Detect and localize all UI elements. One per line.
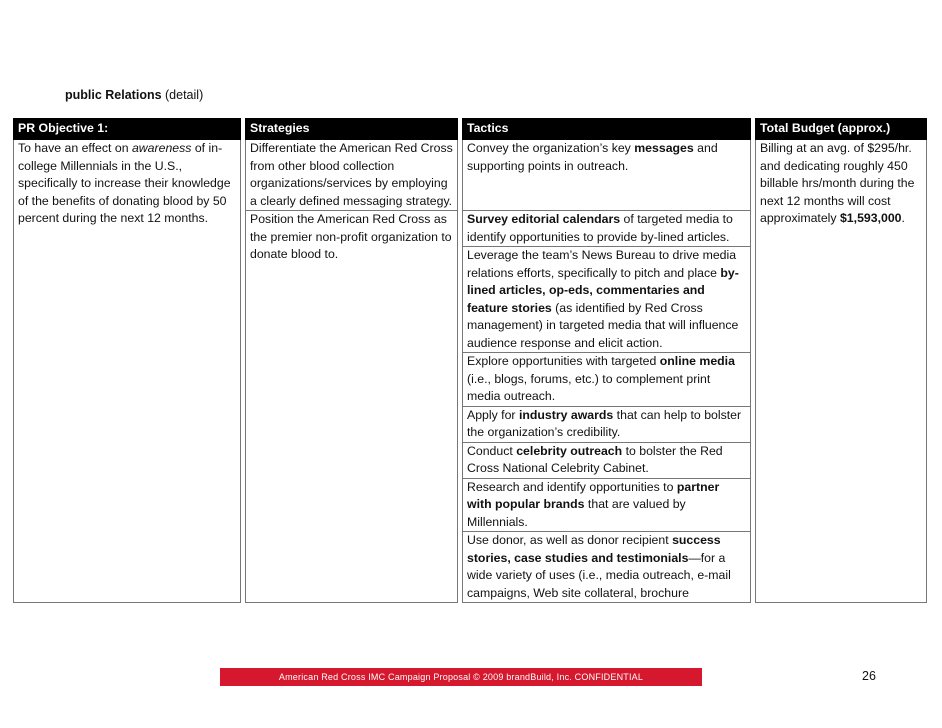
tactic-cell: Apply for industry awards that can help to bolster the organization’s credibility. [463, 406, 751, 442]
tactic-cell: Research and identify opportunities to partner with popular brands that are valued by Millennials. [463, 478, 751, 532]
tactic-cell: Leverage the team’s News Bureau to drive media relations efforts, specifically to pitch and place by-lined articles, op-eds, commentaries and feature stories (as identified by Red Cross management) in targeted media that will influence audience response and elicit action. [463, 247, 751, 353]
section-heading [65, 88, 203, 102]
budget-amount: $1,593,000 [839, 211, 902, 225]
heading-bold: public Relations [65, 88, 162, 102]
header-budget: Total Budget (approx.) [756, 119, 927, 140]
strategy-cell: Differentiate the American Red Cross from other blood collection organizations/services by employing a clearly defined messaging strategy. [246, 140, 458, 211]
objective-cell: To have an effect on awareness of in-college Millennials in the U.S., specifically to increase their knowledge of the benefits of donating blood by 50 percent during the next 12 months. [14, 140, 241, 603]
header-objective: PR Objective 1: [14, 119, 241, 140]
tactic-cell: Convey the organization’s key messages and supporting points in outreach. [463, 140, 751, 211]
tactic-cell: Conduct celebrity outreach to bolster the Red Cross National Celebrity Cabinet. [463, 442, 751, 478]
header-tactics: Tactics [463, 119, 751, 140]
budget-cell: Billing at an avg. of $295/hr. and dedicating roughly 450 billable hrs/month during the next 12 months will cost approximately $1,593,000. [756, 140, 927, 603]
tactic-cell: Explore opportunities with targeted online media (i.e., blogs, forums, etc.) to complement print media outreach. [463, 353, 751, 407]
footer-confidential-bar [220, 668, 702, 686]
table-header-row [14, 119, 927, 140]
strategy-cell: Position the American Red Cross as the premier non-profit organization to donate blood to. [246, 211, 458, 603]
pr-objective-table [13, 118, 927, 603]
tactic-cell: Survey editorial calendars of targeted media to identify opportunities to provide by-lined articles. [463, 211, 751, 247]
header-strategies: Strategies [246, 119, 458, 140]
footer-text: American Red Cross IMC Campaign Proposal © 2009 brandBuild, Inc. CONFIDENTIAL [278, 672, 644, 682]
page-number: 26 [862, 669, 876, 683]
heading-rest: (detail) [161, 88, 204, 102]
tactic-cell: Use donor, as well as donor recipient success stories, case studies and testimonials—for a wide variety of uses (i.e., media outreach, e-mail campaigns, Web site collateral, brochure [463, 532, 751, 603]
